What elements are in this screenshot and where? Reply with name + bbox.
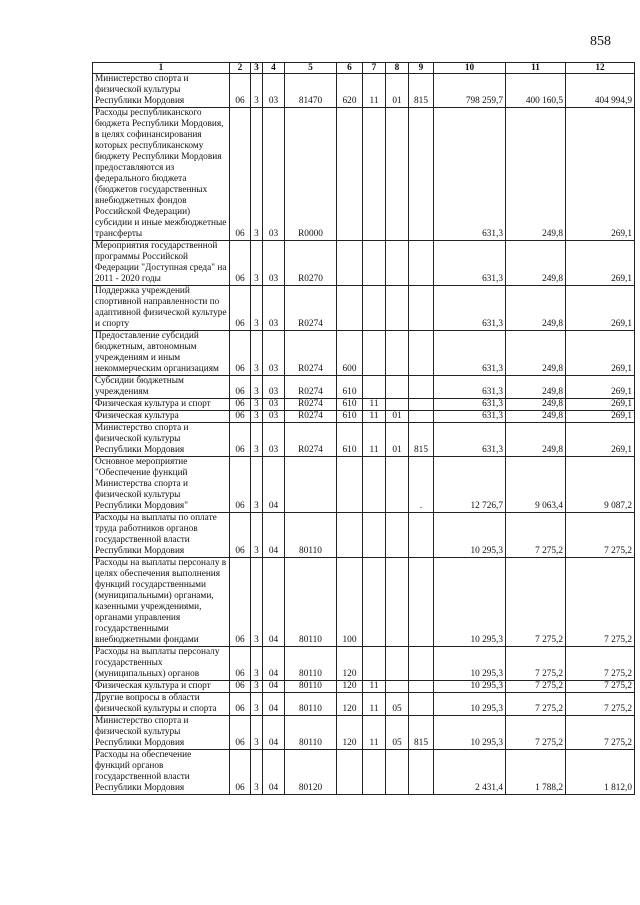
row-cell-col-5: R0274 [285,423,337,457]
row-cell-col-4: 04 [263,647,285,681]
row-label: Расходы на обеспечение функций органов государственной власти Республики Мордовия [93,750,230,795]
row-cell-col-8 [386,331,409,376]
table-row [93,716,635,750]
row-cell-col-2: 06 [230,513,251,558]
row-cell-col-7 [363,558,386,647]
row-cell-col-7: 11 [363,693,386,716]
row-cell-col-9 [409,108,434,241]
row-cell-col-7 [363,376,386,399]
row-cell-col-3: 3 [251,286,263,331]
row-cell-col-11: 400 160,5 [506,74,566,108]
row-cell-col-4: 04 [263,750,285,795]
row-cell-col-2: 06 [230,399,251,411]
row-cell-col-4: 04 [263,716,285,750]
row-cell-col-11: 249,8 [506,411,566,423]
row-cell-col-10: 10 295,3 [434,693,506,716]
row-cell-col-12: 269,1 [566,411,635,423]
row-cell-col-6 [337,513,363,558]
row-cell-col-9 [409,693,434,716]
row-cell-col-5: 80120 [285,750,337,795]
row-cell-col-3: 3 [251,681,263,693]
row-cell-col-4: 04 [263,457,285,513]
row-label: Предоставление субсидий бюджетным, автономным учреждениям и иным некоммерческим организациям [93,331,230,376]
row-cell-col-10: 2 431,4 [434,750,506,795]
row-cell-col-4: 03 [263,74,285,108]
row-cell-col-6: 120 [337,681,363,693]
row-cell-col-12: 269,1 [566,286,635,331]
row-cell-col-2: 06 [230,286,251,331]
row-cell-col-5: R0274 [285,411,337,423]
row-cell-col-5: 80110 [285,647,337,681]
row-cell-col-6: 610 [337,399,363,411]
row-cell-col-8 [386,399,409,411]
row-cell-col-6: 610 [337,376,363,399]
row-cell-col-5: R0274 [285,376,337,399]
row-cell-col-8 [386,681,409,693]
row-cell-col-3: 3 [251,716,263,750]
header-cell: 7 [363,63,386,74]
row-cell-col-8 [386,750,409,795]
row-cell-col-9 [409,411,434,423]
row-cell-col-9 [409,513,434,558]
row-cell-col-5 [285,457,337,513]
row-cell-col-3: 3 [251,457,263,513]
row-cell-col-7 [363,241,386,286]
row-label: Мероприятия государственной программы Российской Федерации "Доступная среда" на 2011 - 2020 годы [93,241,230,286]
table-row [93,411,635,423]
row-cell-col-5: R0274 [285,399,337,411]
row-cell-col-10: 12 726,7 [434,457,506,513]
row-cell-col-5: 80110 [285,513,337,558]
row-cell-col-8: 01 [386,411,409,423]
row-cell-col-4: 03 [263,331,285,376]
header-cell: 10 [434,63,506,74]
row-cell-col-7: 11 [363,411,386,423]
row-cell-col-2: 06 [230,693,251,716]
row-cell-col-12: 269,1 [566,376,635,399]
row-cell-col-11: 249,8 [506,241,566,286]
row-cell-col-12: 7 275,2 [566,693,635,716]
row-cell-col-12: 9 087,2 [566,457,635,513]
row-cell-col-4: 03 [263,399,285,411]
row-cell-col-3: 3 [251,423,263,457]
header-cell: 4 [263,63,285,74]
header-cell: 2 [230,63,251,74]
row-cell-col-8 [386,376,409,399]
header-cell: 1 [93,63,230,74]
row-cell-col-2: 06 [230,376,251,399]
row-cell-col-10: 631,3 [434,241,506,286]
row-cell-col-9 [409,399,434,411]
row-cell-col-2: 06 [230,411,251,423]
table-row [93,457,635,513]
table-row [93,331,635,376]
table-row [93,558,635,647]
row-label: Министерство спорта и физической культуры Республики Мордовия [93,74,230,108]
row-cell-col-3: 3 [251,74,263,108]
row-cell-col-3: 3 [251,399,263,411]
row-cell-col-10: 10 295,3 [434,513,506,558]
row-cell-col-10: 10 295,3 [434,716,506,750]
row-cell-col-3: 3 [251,331,263,376]
row-cell-col-7: 11 [363,399,386,411]
row-cell-col-9: . [409,457,434,513]
row-cell-col-2: 06 [230,457,251,513]
row-cell-col-12: 269,1 [566,108,635,241]
row-cell-col-11: 249,8 [506,376,566,399]
row-cell-col-11: 249,8 [506,399,566,411]
row-label: Физическая культура и спорт [93,399,230,411]
row-cell-col-3: 3 [251,750,263,795]
row-cell-col-7: 11 [363,681,386,693]
row-cell-col-9 [409,750,434,795]
row-cell-col-9 [409,286,434,331]
row-cell-col-10: 631,3 [434,399,506,411]
row-cell-col-4: 03 [263,411,285,423]
row-cell-col-4: 03 [263,241,285,286]
row-cell-col-7 [363,750,386,795]
row-cell-col-4: 04 [263,681,285,693]
header-cell: 3 [251,63,263,74]
row-cell-col-8: 01 [386,74,409,108]
row-cell-col-6: 610 [337,423,363,457]
row-cell-col-2: 06 [230,750,251,795]
table-row [93,376,635,399]
row-cell-col-6 [337,457,363,513]
row-cell-col-10: 10 295,3 [434,681,506,693]
row-cell-col-7 [363,513,386,558]
row-cell-col-8: 05 [386,716,409,750]
row-cell-col-7 [363,331,386,376]
row-cell-col-9: 815 [409,716,434,750]
row-cell-col-10: 10 295,3 [434,558,506,647]
table-row [93,241,635,286]
row-cell-col-12: 7 275,2 [566,716,635,750]
row-label: Министерство спорта и физической культуры Республики Мордовия [93,716,230,750]
row-cell-col-8 [386,457,409,513]
row-cell-col-3: 3 [251,411,263,423]
header-cell: 5 [285,63,337,74]
table-row [93,750,635,795]
row-cell-col-6: 120 [337,716,363,750]
row-cell-col-6: 610 [337,411,363,423]
row-cell-col-10: 631,3 [434,423,506,457]
row-cell-col-10: 631,3 [434,108,506,241]
row-cell-col-5: 81470 [285,74,337,108]
header-cell: 12 [566,63,635,74]
row-cell-col-11: 249,8 [506,331,566,376]
row-label: Расходы на выплаты по оплате труда работников органов государственной власти Республики Мордовия [93,513,230,558]
row-cell-col-10: 631,3 [434,376,506,399]
row-label: Расходы республиканского бюджета Республики Мордовия, в целях софинансирования которых республиканскому бюджету Республики Мордовия предоставляются из федерального бюджета (бюджетов государственных внебюджетных фондов Российской Федерации) субсидии и иные межбюджетные трансферты [93,108,230,241]
row-cell-col-7 [363,108,386,241]
row-cell-col-12: 404 994,9 [566,74,635,108]
row-cell-col-11: 7 275,2 [506,693,566,716]
row-cell-col-3: 3 [251,647,263,681]
row-cell-col-6 [337,241,363,286]
header-cell: 6 [337,63,363,74]
table-row [93,513,635,558]
row-cell-col-10: 798 259,7 [434,74,506,108]
row-cell-col-4: 03 [263,108,285,241]
row-cell-col-12: 7 275,2 [566,513,635,558]
table-row [93,108,635,241]
row-cell-col-2: 06 [230,241,251,286]
row-cell-col-5: R0000 [285,108,337,241]
row-cell-col-3: 3 [251,376,263,399]
row-cell-col-4: 04 [263,513,285,558]
row-cell-col-7: 11 [363,716,386,750]
row-cell-col-3: 3 [251,241,263,286]
row-cell-col-8 [386,558,409,647]
row-cell-col-8 [386,647,409,681]
row-label: Поддержка учреждений спортивной направленности по адаптивной физической культуре и спорту [93,286,230,331]
row-cell-col-11: 7 275,2 [506,647,566,681]
row-cell-col-4: 04 [263,693,285,716]
row-cell-col-5: R0270 [285,241,337,286]
row-cell-col-5: 80110 [285,693,337,716]
row-cell-col-10: 631,3 [434,286,506,331]
row-cell-col-2: 06 [230,716,251,750]
row-cell-col-9: 815 [409,74,434,108]
row-cell-col-5: 80110 [285,558,337,647]
row-cell-col-8 [386,286,409,331]
table-row [93,693,635,716]
row-cell-col-12: 269,1 [566,241,635,286]
row-cell-col-2: 06 [230,558,251,647]
row-cell-col-3: 3 [251,513,263,558]
row-cell-col-5: 80110 [285,716,337,750]
table-row [93,423,635,457]
row-cell-col-6: 600 [337,331,363,376]
row-cell-col-11: 1 788,2 [506,750,566,795]
row-cell-col-11: 9 063,4 [506,457,566,513]
row-cell-col-7 [363,647,386,681]
row-cell-col-2: 06 [230,74,251,108]
row-cell-col-11: 249,8 [506,423,566,457]
row-cell-col-6 [337,108,363,241]
row-cell-col-10: 631,3 [434,331,506,376]
row-cell-col-4: 04 [263,558,285,647]
row-cell-col-11: 7 275,2 [506,681,566,693]
header-cell: 11 [506,63,566,74]
row-cell-col-2: 06 [230,331,251,376]
row-cell-col-11: 249,8 [506,286,566,331]
row-label: Расходы на выплаты персоналу в целях обеспечения выполнения функций государственными (муниципальными) органами, казенными учреждениями, органами управления государственными внебюджетными фондами [93,558,230,647]
row-cell-col-6 [337,750,363,795]
row-cell-col-12: 7 275,2 [566,647,635,681]
row-cell-col-11: 249,8 [506,108,566,241]
row-cell-col-9 [409,647,434,681]
row-cell-col-11: 7 275,2 [506,513,566,558]
row-cell-col-9 [409,681,434,693]
row-label: Министерство спорта и физической культуры Республики Мордовия [93,423,230,457]
row-cell-col-12: 269,1 [566,423,635,457]
page-number: 858 [590,34,611,49]
row-cell-col-6: 120 [337,647,363,681]
row-cell-col-10: 10 295,3 [434,647,506,681]
row-cell-col-2: 06 [230,647,251,681]
row-cell-col-10: 631,3 [434,411,506,423]
row-cell-col-2: 06 [230,108,251,241]
header-cell: 8 [386,63,409,74]
row-cell-col-2: 06 [230,681,251,693]
row-cell-col-12: 7 275,2 [566,681,635,693]
row-cell-col-7 [363,457,386,513]
row-cell-col-3: 3 [251,558,263,647]
row-cell-col-9 [409,331,434,376]
row-cell-col-9 [409,558,434,647]
row-cell-col-8 [386,513,409,558]
row-label: Физическая культура [93,411,230,423]
table-row [93,74,635,108]
row-cell-col-6: 620 [337,74,363,108]
row-cell-col-3: 3 [251,108,263,241]
row-cell-col-5: 80110 [285,681,337,693]
row-label: Расходы на выплаты персоналу государственных (муниципальных) органов [93,647,230,681]
row-cell-col-12: 269,1 [566,331,635,376]
row-cell-col-6: 100 [337,558,363,647]
row-cell-col-4: 03 [263,376,285,399]
row-cell-col-8: 05 [386,693,409,716]
header-cell: 9 [409,63,434,74]
row-cell-col-8: 01 [386,423,409,457]
budget-table [92,62,635,795]
row-cell-col-12: 1 812,0 [566,750,635,795]
row-cell-col-4: 03 [263,423,285,457]
header-row [93,63,635,74]
row-cell-col-5: R0274 [285,286,337,331]
row-cell-col-7: 11 [363,74,386,108]
row-cell-col-4: 03 [263,286,285,331]
table-row [93,681,635,693]
row-cell-col-2: 06 [230,423,251,457]
row-cell-col-11: 7 275,2 [506,716,566,750]
row-cell-col-5: R0274 [285,331,337,376]
row-cell-col-8 [386,241,409,286]
row-cell-col-9 [409,241,434,286]
row-label: Основное мероприятие "Обеспечение функций Министерства спорта и физической культуры Республики Мордовия" [93,457,230,513]
row-cell-col-6: 120 [337,693,363,716]
row-cell-col-12: 269,1 [566,399,635,411]
row-label: Другие вопросы в области физической культуры и спорта [93,693,230,716]
row-cell-col-7: 11 [363,423,386,457]
row-cell-col-7 [363,286,386,331]
row-label: Субсидии бюджетным учреждениям [93,376,230,399]
table-row [93,286,635,331]
row-cell-col-11: 7 275,2 [506,558,566,647]
row-cell-col-3: 3 [251,693,263,716]
table-row [93,647,635,681]
row-cell-col-8 [386,108,409,241]
row-label: Физическая культура и спорт [93,681,230,693]
row-cell-col-12: 7 275,2 [566,558,635,647]
table-row [93,399,635,411]
row-cell-col-6 [337,286,363,331]
row-cell-col-9 [409,376,434,399]
row-cell-col-9: 815 [409,423,434,457]
